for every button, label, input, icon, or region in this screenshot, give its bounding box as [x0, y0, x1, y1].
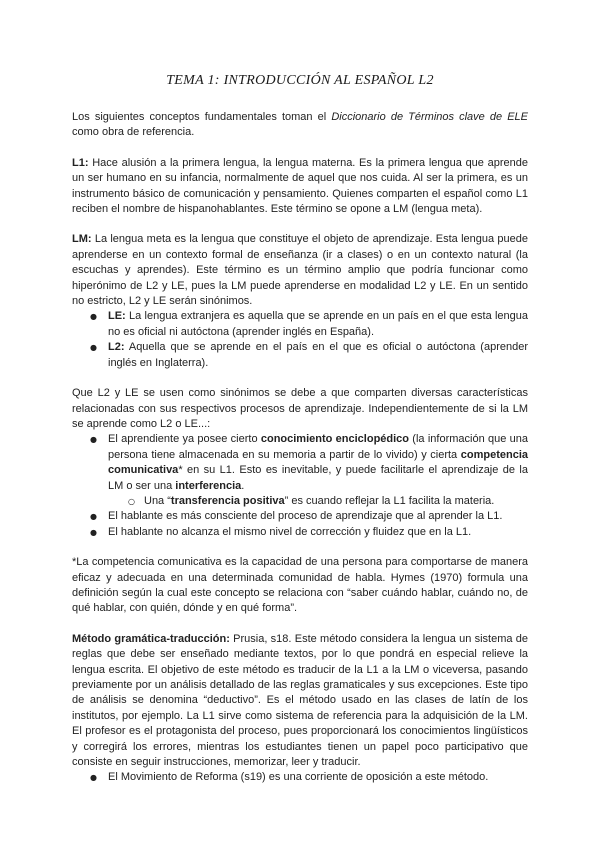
text-run: El aprendiente ya posee cierto [108, 433, 261, 446]
page-title: TEMA 1: INTRODUCCIÓN AL ESPAÑOL L2 [166, 73, 434, 88]
method-definition: Prusia, s18. Este método considera la lengua un sistema de reglas que debe ser enseñado mediante textos, por lo que pondrá en especial relieve la lengua escrita. El objetivo de este método es traducir de la L1 a la LM o viceversa, pasando previamente por un análisis detallado de las reglas gramaticales y sus excepciones. Este tipo de análisis se denomina “deductivo”. Es el método usado en las clases de latín de los institutos, por ejemplo. La L1 sirve como sistema de referencia para la adquisición de la LM. El profesor es el protagonista del proceso, pues proporcionará los conocimientos lingüísticos y corregirá los errores, mientras los estudiantes tienen un papel poco participativo que consiste en seguir instrucciones, memorizar, leer y traducir. [72, 632, 528, 769]
text-run: Una “ [144, 494, 171, 507]
method-paragraph [72, 632, 528, 771]
lm-paragraph [72, 232, 528, 309]
lm-term: LM: [72, 233, 92, 246]
list-item [72, 340, 528, 371]
list-item [72, 309, 528, 340]
list-item: ● El hablante no alcanza el mismo nivel de corrección y fluidez que en la L1. [72, 525, 528, 540]
le-definition: La lengua extranjera es aquella que se aprende en un país en el que esta lengua no es oficial ni autóctona (aprender inglés en España). [108, 310, 528, 338]
lm-definition: La lengua meta es la lengua que constituye el objeto de aprendizaje. Esta lengua puede aprenderse en un contexto formal de enseñanza (ir a clases) o en un contexto natural (la escuchas y aprendes). Este término es un término amplio que podría funcionar como hiperónimo de L2 y LE, pues la LM puede aprenderse en modalidad L2 y LE. En un sentido no estricto, L2 y LE serán sinónimos. [72, 233, 528, 308]
list-item: ● El Movimiento de Reforma (s19) es una corriente de oposición a este método. [72, 770, 528, 785]
list-item [72, 432, 528, 509]
text-run: (la información que una persona tiene almacenada en su memoria a partir de lo vivido) y cierta [108, 433, 528, 461]
intro-text: Los siguientes conceptos fundamentales toman el [72, 111, 332, 123]
bold-term: competencia comunicativa [108, 448, 528, 477]
l1-term: L1: [72, 156, 89, 169]
lm-bullet-list [72, 309, 528, 371]
le-term: LE: [108, 310, 126, 323]
text-run: * en su L1. Esto es inevitable, y puede facilitarle el aprendizaje de la LM o ser una [108, 464, 528, 492]
text-run: . [241, 479, 245, 492]
l2-term: L2: [108, 341, 125, 354]
synonyms-bullet-list [72, 432, 528, 540]
sub-bullet-list [108, 494, 528, 509]
dictionary-title: Diccionario de Términos clave de ELE [331, 111, 528, 123]
list-item: ● El hablante es más consciente del proceso de aprendizaje que al aprender la L1. [72, 509, 528, 524]
bold-term: conocimiento enciclopédico [260, 433, 410, 446]
l1-definition: Hace alusión a la primera lengua, la lengua materna. Es la primera lengua que aprende un ser humano en su infancia, normalmente de aquel que nos cuida. Al ser la primera, es un instrumento básico de comunicación y pensamiento. Quienes comparten el español como L1 reciben el nombre de hispanohablantes. Este término se opone a LM (lengua meta). [72, 156, 528, 216]
list-item [108, 494, 528, 509]
l1-paragraph [72, 156, 528, 218]
bold-term: transferencia positiva [170, 494, 285, 507]
intro-text-end: como obra de referencia. [72, 126, 195, 139]
footnote-paragraph: *La competencia comunicativa es la capacidad de una persona para comportarse de manera eficaz y adecuada en una determinada comunidad de habla. Hymes (1970) formula una definición según la cual este concepto se relaciona con “saber cuándo hablar, cuándo no, de qué hablar, con quién, dónde y en qué forma”. [72, 556, 528, 615]
text-run: ” es cuando reflejar la L1 facilita la materia. [284, 494, 495, 507]
synonyms-paragraph: Que L2 y LE se usen como sinónimos se debe a que comparten diversas características relacionadas con sus respectivos procesos de aprendizaje. Independientemente de si la LM se aprende como L2 o LE...: [72, 387, 528, 430]
l2-definition: Aquella que se aprende en el país en el que es oficial o autóctona (aprender inglés en Inglaterra). [108, 341, 528, 369]
method-bullet-list [72, 770, 528, 785]
intro-paragraph [72, 110, 528, 141]
method-term: Método gramática-traducción: [72, 632, 230, 645]
bold-term: interferencia [175, 479, 242, 492]
